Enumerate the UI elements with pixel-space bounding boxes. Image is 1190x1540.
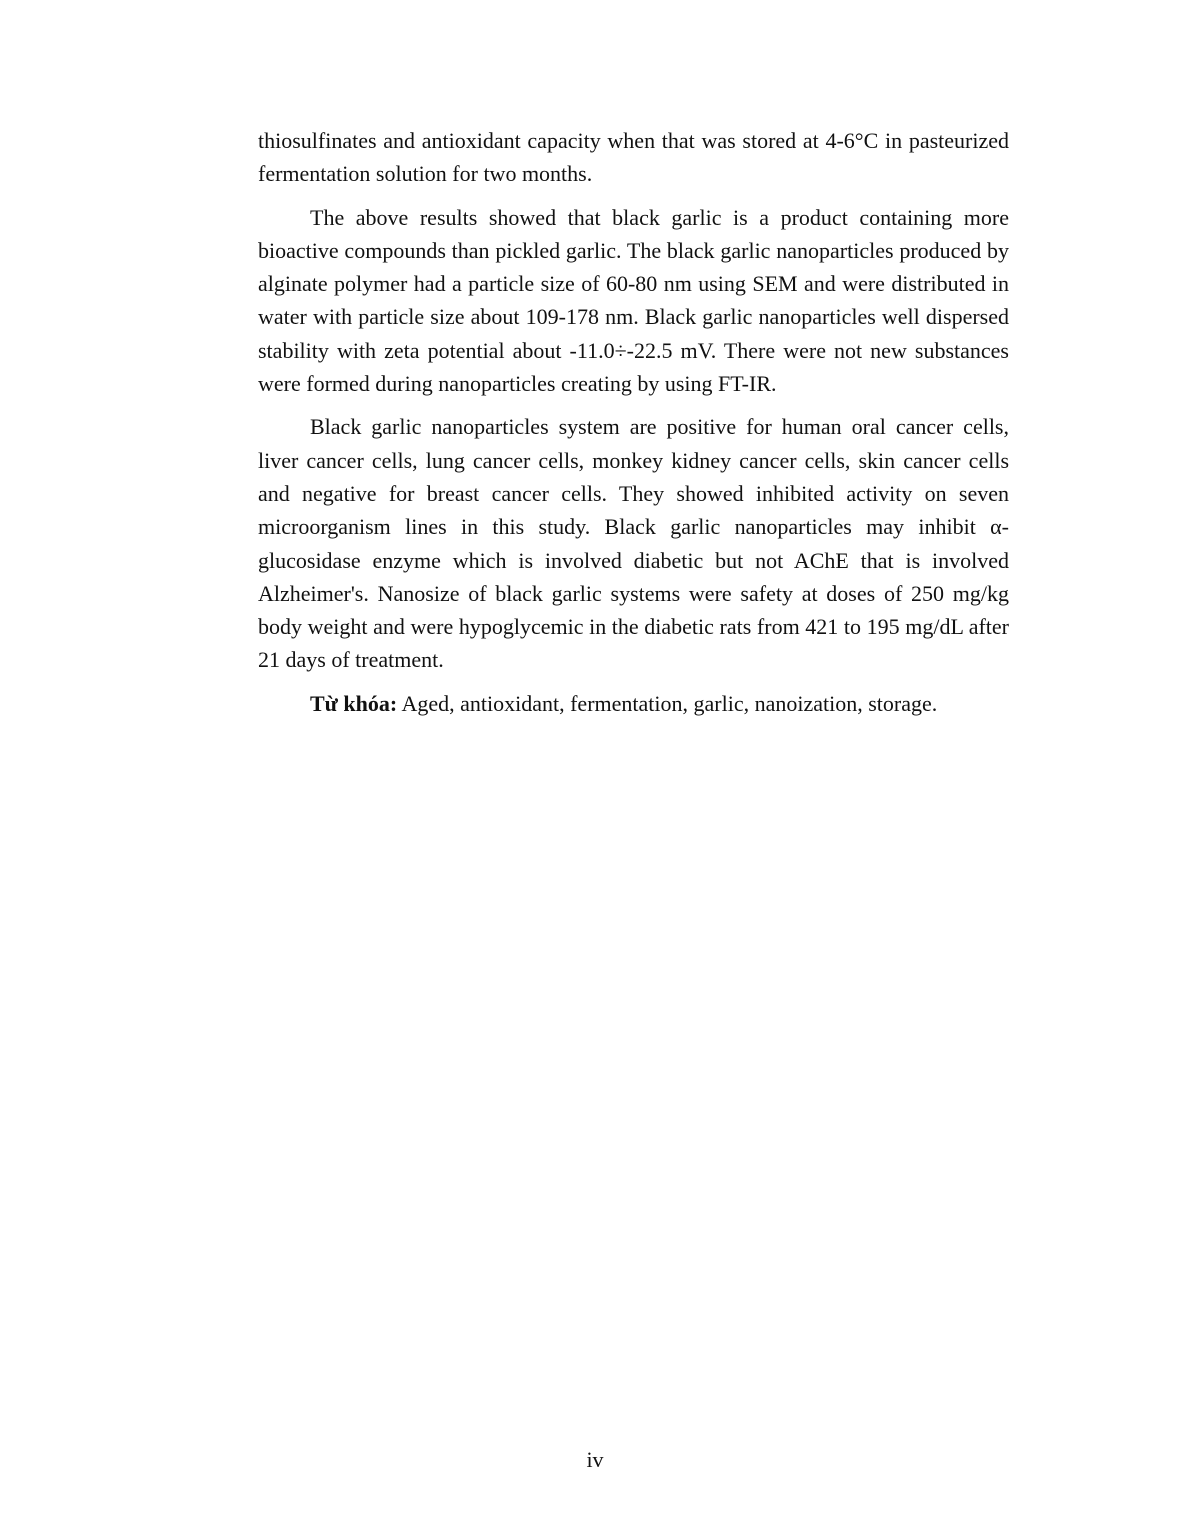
abstract-body: [258, 124, 1009, 730]
keywords-label: Từ khóa:: [310, 690, 398, 716]
paragraph-results: The above results showed that black garlic is a product containing more bioactive compounds than pickled garlic. The black garlic nanoparticles produced by alginate polymer had a particle size of 60-80 nm using SEM and were distributed in water with particle size about 109-178 nm. Black garlic nanoparticles well dispersed stability with zeta potential about -11.0÷-22.5 mV. There were not new substances were formed during nanoparticles creating by using FT-IR.: [258, 204, 1009, 397]
keywords-line: [258, 687, 1009, 720]
keywords-text: Aged, antioxidant, fermentation, garlic, nanoization, storage.: [397, 690, 938, 716]
paragraph-continuation: thiosulfinates and antioxidant capacity when that was stored at 4-6°C in pasteurized fermentation solution for two months.: [258, 128, 1009, 187]
page-number: iv: [586, 1447, 604, 1472]
paragraph-bioactivity: Black garlic nanoparticles system are positive for human oral cancer cells, liver cancer cells, lung cancer cells, monkey kidney cancer cells, skin cancer cells and negative for breast cancer cells. They showed inhibited activity on seven microorganism lines in this study. Black garlic nanoparticles may inhibit α-glucosidase enzyme which is involved diabetic but not AChE that is involved Alzheimer's. Nanosize of black garlic systems were safety at doses of 250 mg/kg body weight and were hypoglycemic in the diabetic rats from 421 to 195 mg/dL after 21 days of treatment.: [258, 414, 1009, 673]
